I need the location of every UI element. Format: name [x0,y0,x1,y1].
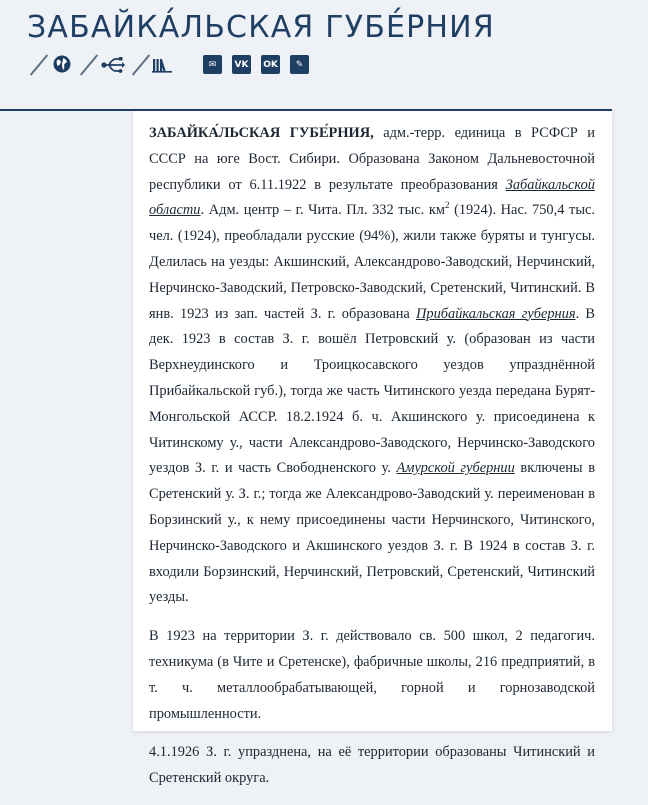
toolbar-divider [30,54,48,75]
page-title: ЗАБАЙКА́ЛЬСКАЯ ГУБЕ́РНИЯ [27,10,495,45]
books-icon[interactable] [151,55,173,75]
link-pribaikalskaya-guberniya[interactable]: Прибайкальская губерния [416,305,576,322]
link-zabaikalskaya-oblast[interactable]: Забайкальской области [149,176,595,219]
text-run: адм.-терр. единица в РСФСР и СССР на юге Вост. Сибири. Образована Законом Дальневосточной республики от 6.11.1922 в результате преобразования [149,125,595,193]
article-body [149,121,595,805]
text-run: . Адм. центр – г. Чита. Пл. 332 тыс. км [200,202,445,219]
ok-icon[interactable]: OK [261,55,280,74]
superscript: 2 [444,200,450,211]
toolbar-divider [132,54,150,75]
text-run: (1924). Нас. 750,4 тыс. чел. (1924), преобладали русские (94%), жили также буряты и тунгусы. Делилась на уезды: Акшинский, Александрово-Заводский, Нерчинский, Нерчинско-Заводский, Петровско-Заводский, Сретенский, Читинский. В янв. 1923 из зап. частей З. г. образована [149,202,595,322]
article-paragraph: 4.1.1926 З. г. упразднена, на её территории образованы Читинский и Сретенский округа. [149,744,595,787]
article-card [133,111,612,787]
livejournal-icon[interactable]: ✎ [290,55,309,74]
mail-icon[interactable]: ✉ [203,55,222,74]
article-paragraph [149,121,595,611]
text-run: включены в Сретенский у. З. г.; тогда же Александрово-Заводский у. переименован в Борзинский у., к нему присоединены части Нерчинского, Читинского, Нерчинско-Заводского и Акшинского уездов З. г. В 1924 в состав З. г. входили Борзинский, Нерчинский, Петровский, Сретенский, Читинский уезды. [149,460,596,606]
toolbar-divider [80,54,98,75]
article-toolbar [24,50,344,80]
globe-icon[interactable] [52,54,72,74]
article-paragraph: В 1923 на территории З. г. действовало св. 500 школ, 2 педагогич. техникума (в Чите и Сретенске), фабричные школы, 216 предприятий, в т. ч. металлообрабатывающей, горной и горнозаводской промышленности. [149,628,595,722]
share-icon[interactable] [100,55,126,75]
link-amurskaya-guberniya[interactable]: Амурской губернии [396,460,515,477]
text-run: . В дек. 1923 в состав З. г. вошёл Петровский у. (образован из части Верхнеудинского и Троицкосавского уездов упразднённой Прибайкальской губ.), тогда же часть Читинского уезда передана Бурят-Монгольской АССР. 18.2.1924 б. ч. Акшинского у. присоединена к Читинскому у., части Александрово-Заводского, Нерчинско-Заводского уездов З. г. и часть Свободненского у. [149,305,595,477]
vk-icon[interactable]: VK [232,55,251,74]
article-headword: ЗАБАЙКА́ЛЬСКАЯ ГУБЕ́РНИЯ, [149,125,374,141]
